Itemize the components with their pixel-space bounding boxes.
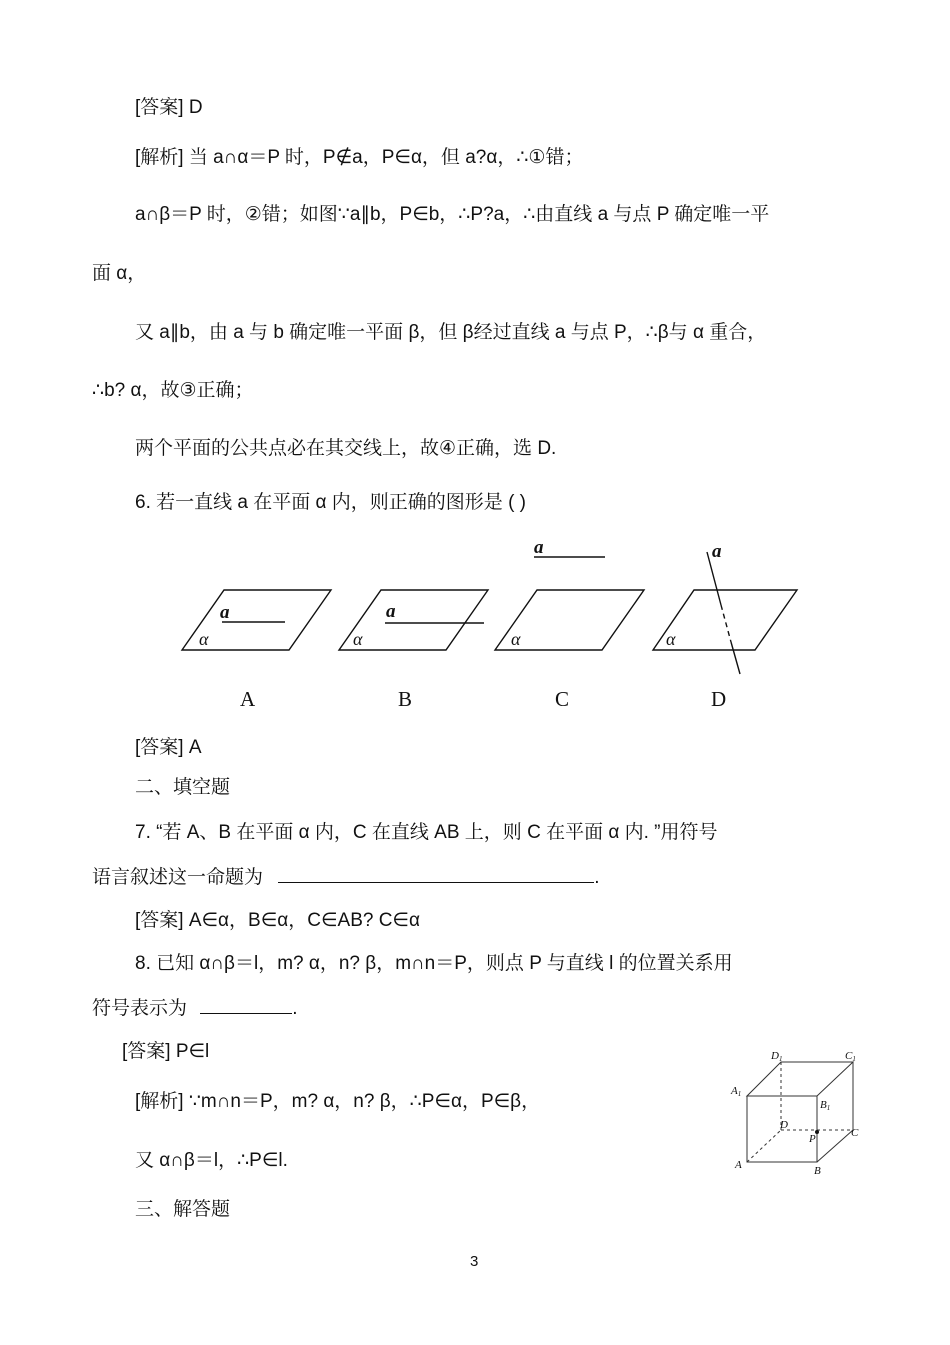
cube-edge-c-b — [817, 1130, 853, 1162]
analysis-8-line1: [解析] ∵m∩n＝P，m? α，n? β，∴P∈α，P∈β， — [135, 1091, 541, 1112]
answer-blank-7 — [278, 864, 594, 883]
analysis-5-line1: [解析] 当 a∩α＝P 时，P∉a，P∈α，但 a?α，∴①错； — [135, 147, 584, 168]
answer-blank-8 — [200, 995, 292, 1014]
option-label-c: C — [555, 687, 570, 711]
cube-label-d1: D1 — [771, 1050, 783, 1063]
answer-8: [答案] P∈l — [122, 1041, 210, 1062]
label-alpha-opt-c: α — [511, 629, 521, 649]
cube-label-c1: C1 — [845, 1050, 856, 1063]
section-solutions: 三、解答题 — [135, 1199, 231, 1220]
option-label-a: A — [240, 687, 256, 711]
analysis-5-line6: 两个平面的公共点必在其交线上，故④正确，选 D. — [135, 438, 557, 459]
cube-label-b: B — [814, 1165, 821, 1177]
cube-figure — [725, 1048, 875, 1178]
label-a-opt-b: a — [386, 601, 396, 622]
section-fill-in: 二、填空题 — [135, 777, 231, 798]
label-a-opt-a: a — [220, 602, 230, 623]
question-7-period: . — [594, 867, 600, 888]
answer-7: [答案] A∈α，B∈α，C∈AB? C∈α — [135, 910, 420, 931]
label-a-opt-c: a — [534, 537, 544, 558]
page-number: 3 — [470, 1253, 479, 1270]
question-6: 6. 若一直线 a 在平面 α 内，则正确的图形是 ( ) — [135, 492, 527, 513]
analysis-5-line3: 面 α， — [92, 263, 147, 284]
label-alpha-opt-a: α — [199, 629, 209, 649]
cube-hidden-a-d — [747, 1130, 781, 1162]
analysis-5-line4: 又 a∥b，由 a 与 b 确定唯一平面 β，但 β经过直线 a 与点 P，∴β与 α 重合， — [135, 322, 767, 343]
question-7-line2 — [92, 864, 600, 890]
question-8-period: . — [292, 998, 298, 1019]
cube-top-face — [747, 1062, 853, 1096]
label-alpha-opt-b: α — [353, 629, 363, 649]
question-8-line1: 8. 已知 α∩β＝l，m? α，n? β，m∩n＝P，则点 P 与直线 l 的位置关系用 — [135, 953, 733, 974]
question-7-text: 语言叙述这一命题为 — [92, 867, 264, 888]
analysis-8-line2: 又 α∩β＝l，∴P∈l. — [135, 1150, 288, 1171]
question-6-figure — [0, 530, 950, 730]
label-alpha-opt-d: α — [666, 629, 676, 649]
line-d-hidden — [721, 605, 731, 642]
cube-label-p: P — [809, 1133, 816, 1145]
cube-label-c: C — [851, 1127, 859, 1139]
label-a-opt-d: a — [712, 541, 722, 562]
analysis-5-line5: ∴b? α，故③正确； — [92, 380, 254, 401]
analysis-5-line2: a∩β＝P 时，②错；如图∵a∥b，P∈b，∴P?a，∴由直线 a 与点 P 确定唯一平 — [135, 204, 770, 225]
cube-label-a: A — [735, 1159, 742, 1171]
option-label-d: D — [711, 687, 727, 711]
cube-label-a1: A1 — [731, 1085, 742, 1098]
answer-5: [答案] D — [135, 97, 203, 118]
question-8-line2 — [92, 995, 298, 1021]
cube-label-b1: B1 — [820, 1099, 831, 1112]
answer-6: [答案] A — [135, 737, 202, 758]
question-7-line1: 7. “若 A、B 在平面 α 内，C 在直线 AB 上，则 C 在平面 α 内. ”用符号 — [135, 822, 718, 843]
question-8-text: 符号表示为 — [92, 998, 188, 1019]
option-label-b: B — [398, 687, 413, 711]
cube-label-d: D — [780, 1119, 788, 1131]
line-d-lower — [731, 642, 740, 674]
